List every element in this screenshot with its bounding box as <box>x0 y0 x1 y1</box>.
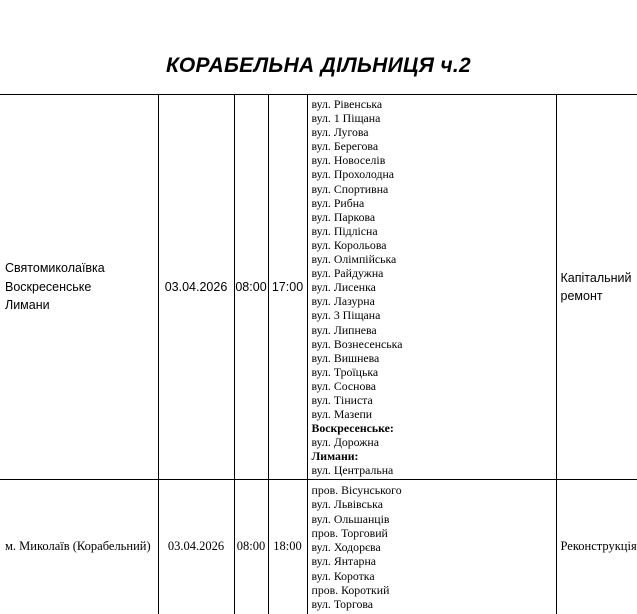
street-line: пров. Вісунського <box>311 483 402 497</box>
work-type-cell: Капітальний ремонт <box>556 95 637 480</box>
street-line: вул. Тіниста <box>311 392 373 407</box>
street-line: вул. Лазурна <box>311 294 375 309</box>
street-line: вул. Липнева <box>311 322 377 337</box>
start-time-cell: 08:00 <box>234 480 268 614</box>
street-line: вул. Львівська <box>311 497 383 512</box>
street-line: вул. Вишнева <box>311 350 380 365</box>
street-line: вул. Лугова <box>311 125 369 140</box>
street-list <box>312 483 554 612</box>
street-line: вул. Дорожна <box>311 435 379 450</box>
streets-cell <box>307 95 556 480</box>
settlement-cell <box>0 480 158 614</box>
street-line: вул. Троїцька <box>311 364 379 379</box>
work-type-cell: Реконструкція <box>556 480 637 614</box>
street-line: Воскресенське: <box>311 421 394 436</box>
street-line: вул. Берегова <box>311 139 379 154</box>
page-title: КОРАБЕЛЬНА ДІЛЬНИЦЯ ч.2 <box>165 54 472 77</box>
date-cell: 03.04.2026 <box>158 95 234 480</box>
settlement-list <box>5 259 155 315</box>
settlement-line: Святомиколаївка <box>5 261 105 276</box>
street-line: вул. Торгова <box>311 597 374 612</box>
street-line: вул. Вознесенська <box>311 336 403 351</box>
street-line: вул. Корольова <box>311 237 387 252</box>
street-line: Лимани: <box>311 449 359 464</box>
settlement-line: Лимани <box>5 298 50 313</box>
street-line: вул. Паркова <box>311 209 376 224</box>
street-line: вул. Лисенка <box>311 280 376 295</box>
end-time-cell: 18:00 <box>268 480 307 614</box>
street-line: вул. Ольшанців <box>311 511 390 526</box>
street-line: вул. 1 Піщана <box>311 111 381 126</box>
end-time-cell: 17:00 <box>268 95 307 480</box>
street-line: вул. Ходорєва <box>311 540 381 555</box>
street-list <box>312 97 554 478</box>
street-line: вул. Соснова <box>311 378 376 393</box>
street-line: вул. Олімпійська <box>311 252 397 267</box>
street-line: вул. 3 Піщана <box>311 308 381 323</box>
street-line: вул. Рибна <box>311 195 365 210</box>
settlement-list <box>5 539 155 554</box>
outage-schedule-table <box>0 94 637 614</box>
street-line: вул. Прохолодна <box>311 167 395 182</box>
settlement-line: м. Миколаїв (Корабельний) <box>5 539 151 554</box>
street-line: вул. Мазепи <box>311 407 373 422</box>
street-line: вул. Підлісна <box>311 223 378 238</box>
street-line: вул. Новоселів <box>311 153 386 168</box>
street-line: пров. Торговий <box>311 525 388 540</box>
street-line: вул. Рівенська <box>311 97 383 111</box>
settlement-cell <box>0 95 158 480</box>
table-row <box>0 480 637 614</box>
date-cell: 03.04.2026 <box>158 480 234 614</box>
streets-cell <box>307 480 556 614</box>
street-line: вул. Янтарна <box>311 554 376 569</box>
street-line: пров. Короткий <box>311 583 390 598</box>
street-line: вул. Райдужна <box>311 266 384 281</box>
start-time-cell: 08:00 <box>234 95 268 480</box>
street-line: вул. Коротка <box>311 568 375 583</box>
street-line: вул. Центральна <box>311 463 394 478</box>
settlement-line: Воскресенське <box>5 279 92 294</box>
table-row <box>0 95 637 480</box>
street-line: вул. Спортивна <box>311 181 389 196</box>
